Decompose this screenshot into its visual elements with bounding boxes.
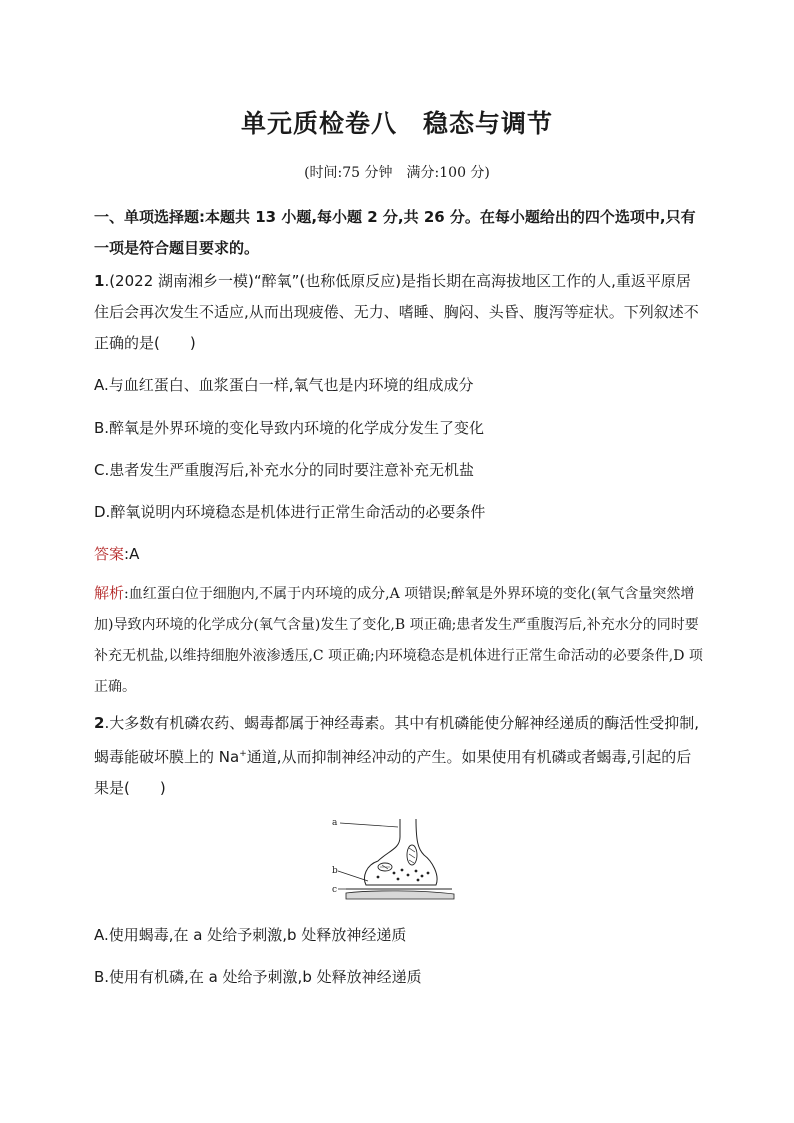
question-2-option-a: A.使用蝎毒,在 a 处给予刺激,b 处释放神经递质 [94,926,407,944]
question-2-text-after: 通道,从而抑制神经冲动的产生。如果使用有机磷或者蝎毒,引起的后果是( ) [94,748,692,797]
answer-label: 答案 [94,545,125,563]
answer-value: :A [124,545,140,563]
label-a: a [332,818,338,828]
label-b: b [332,866,338,876]
question-1-analysis [94,578,704,703]
question-2-text-before: .大多数有机磷农药、蝎毒都属于神经毒素。其中有机磷能使分解神经递质的酶活性受抑制,蝎毒能破坏膜上的 Na [94,714,699,766]
question-1-number: 1 [94,272,105,290]
question-2-option-b: B.使用有机磷,在 a 处给予刺激,b 处释放神经递质 [94,968,422,986]
question-2-number: 2 [94,714,105,732]
label-c: c [332,885,338,895]
question-1-option-b: B.醉氧是外界环境的变化导致内环境的化学成分发生了变化 [94,419,485,437]
postsynaptic-membrane [346,889,454,899]
question-1-answer [94,543,139,565]
synaptic-vesicles [377,869,430,882]
presynaptic-terminal [365,819,438,885]
question-2-stem [94,708,704,804]
exam-time-score: (时间:75 分钟 满分:100 分) [304,165,490,181]
question-1-stem [94,266,704,359]
synapse-diagram [332,815,462,900]
question-1-option-a: A.与血红蛋白、血浆蛋白一样,氧气也是内环境的组成成分 [94,376,474,394]
section-heading: 一、单项选择题:本题共 13 小题,每小题 2 分,共 26 分。在每小题给出的四个选项中,只有一项是符合题目要求的。 [94,208,696,257]
analysis-label: 解析 [94,584,125,602]
sodium-superscript: + [239,749,247,759]
question-1-option-d: D.醉氧说明内环境稳态是机体进行正常生命活动的必要条件 [94,503,486,521]
question-1-text: .(2022 湖南湘乡一模)“醉氧”(也称低原反应)是指长期在高海拔地区工作的人,重返平原居住后会再次发生不适应,从而出现疲倦、无力、嗜睡、胸闷、头昏、腹泻等症状。下列叙述不正确的是( ) [94,272,699,352]
analysis-text: :血红蛋白位于细胞内,不属于内环境的成分,A 项错误;醉氧是外界环境的变化(氧气含量突然增加)导致内环境的化学成分(氧气含量)发生了变化,B 项正确;患者发生严重腹泻后,补充水分的同时要补充无机盐,以维持细胞外液渗透压,C 项正确;内环境稳态是机体进行正常生命活动的必要条件,D 项正确。 [94,586,703,695]
question-1-option-c: C.患者发生严重腹泻后,补充水分的同时要注意补充无机盐 [94,461,475,479]
page-title: 单元质检卷八 稳态与调节 [240,109,553,138]
